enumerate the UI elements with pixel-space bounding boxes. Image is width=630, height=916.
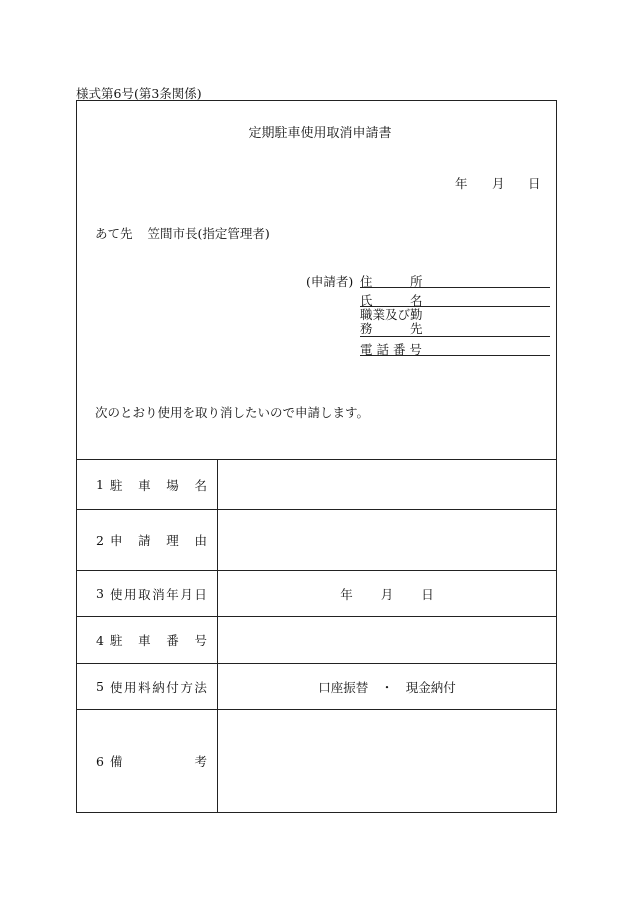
recipient: [95, 224, 270, 242]
item-value-parking-lot[interactable]: [218, 460, 557, 510]
table-row: [77, 510, 557, 571]
applicant-workplace-label-line2: 務 先: [360, 321, 423, 336]
form-title: 定期駐車使用取消申請書: [248, 126, 392, 141]
applicant-phone-label: 電 話 番 号: [360, 342, 422, 357]
item-value-parking-number[interactable]: [218, 617, 557, 664]
applicant-address-field[interactable]: [360, 272, 550, 288]
cancel-date-year: 年: [340, 586, 353, 602]
header-date-month: 月: [492, 176, 505, 191]
application-statement: 次のとおり使用を取り消したいので申請します。: [95, 405, 370, 420]
items-table: [76, 459, 557, 813]
item-label-parking-number: 4 駐 車 番 号: [77, 617, 218, 664]
item-value-payment-method[interactable]: 口座振替 ・ 現金納付: [218, 664, 557, 710]
applicant-phone-field[interactable]: [360, 340, 550, 356]
table-row: [77, 460, 557, 510]
item-value-remarks[interactable]: [218, 710, 557, 813]
applicant-name-label: 氏 名: [360, 293, 423, 308]
table-row: [77, 617, 557, 664]
cancel-date-day: 日: [421, 586, 434, 602]
item-value-cancel-date[interactable]: [218, 571, 557, 617]
recipient-name: 笠間市長(指定管理者): [147, 226, 270, 241]
applicant-tag: (申請者): [306, 274, 354, 289]
item-label-remarks: 6 備 考: [77, 710, 218, 813]
table-row: [77, 664, 557, 710]
applicant-address-label: 住 所: [360, 274, 423, 289]
item-label-payment-method: 5 使 用 料 納 付 方 法: [77, 664, 218, 710]
item-value-reason[interactable]: [218, 510, 557, 571]
item-label-reason: 2 申 請 理 由: [77, 510, 218, 571]
table-row: [77, 710, 557, 813]
item-label-cancel-date: 3 使 用 取 消 年 月 日: [77, 571, 218, 617]
recipient-prefix: あて先: [95, 226, 133, 241]
form-number: 様式第6号(第3条関係): [76, 86, 202, 101]
table-row: [77, 571, 557, 617]
header-date-year: 年: [455, 176, 468, 191]
cancel-date-month: 月: [380, 586, 394, 602]
applicant-workplace-label-line1: 職業及び勤: [360, 307, 423, 322]
item-label-parking-lot: 1 駐 車 場 名: [77, 460, 218, 510]
applicant-workplace-field[interactable]: [360, 308, 550, 337]
applicant-name-field[interactable]: [360, 291, 550, 307]
header-date-day: 日: [528, 176, 541, 191]
